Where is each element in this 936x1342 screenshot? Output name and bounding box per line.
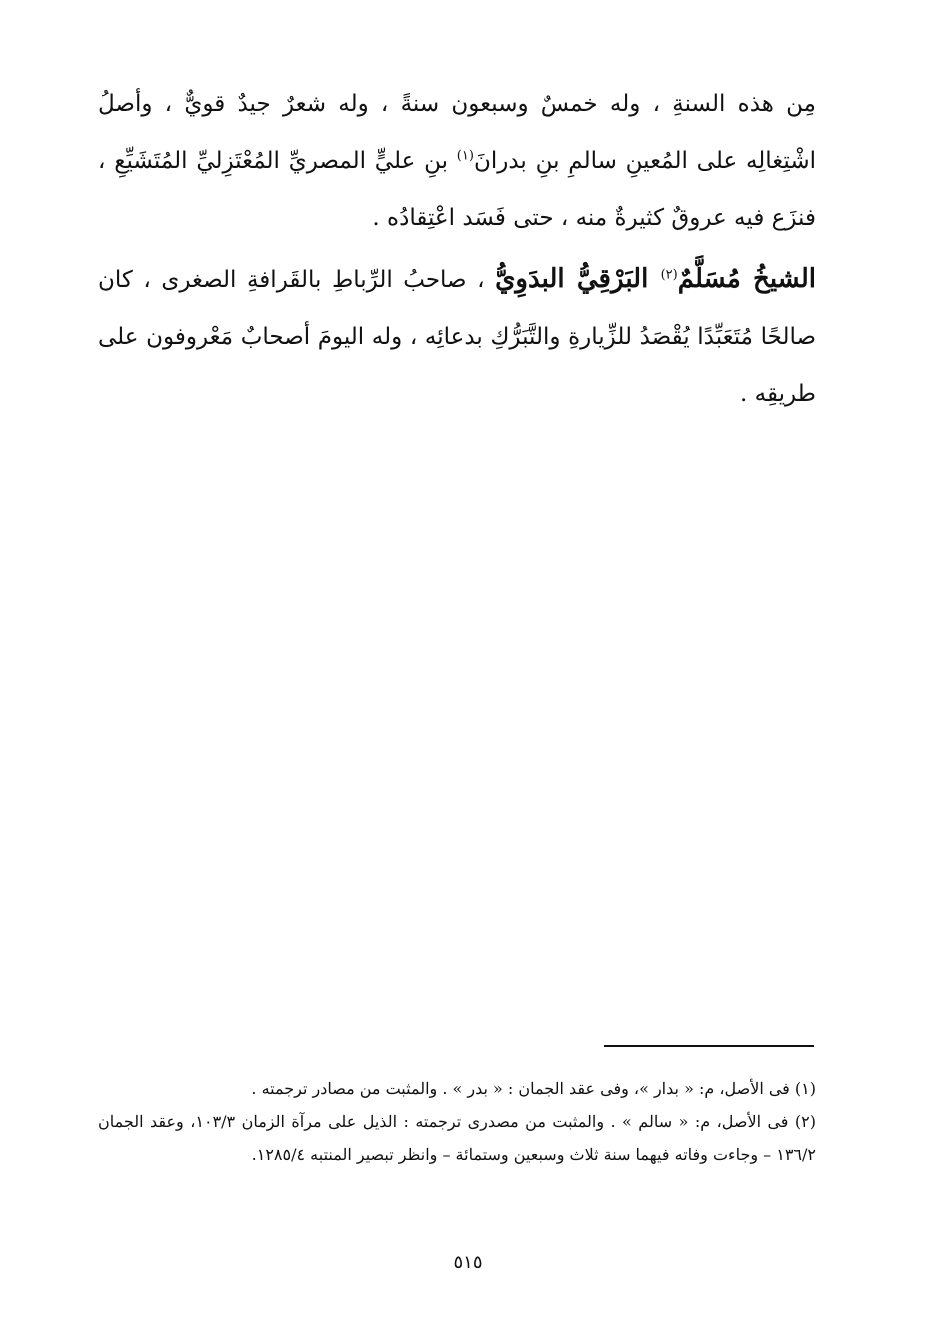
main-text (98, 76, 816, 423)
paragraph-first-text-a: مِن هذه السنةِ ، وله خمسٌ وسبعون سنةً ، وله شعرٌ جيدٌ قويٌّ ، وأصلُ اشْتِغالِه على المُعينِ سالمِ بنِ بدرانَ (98, 91, 816, 174)
footnotes-section (98, 1072, 816, 1171)
paragraph-first (98, 76, 816, 247)
footnote-ref-1[interactable]: (١) (456, 148, 474, 164)
paragraph-second (98, 251, 816, 423)
paragraph-first-text-b: بنِ عليٍّ المصريِّ المُعْتَزِليِّ المُتَشَيِّعِ ، فنزَع فيه عروقٌ كثيرةٌ منه ، حتى فَسَد اعْتِقادُه . (98, 148, 816, 231)
footnote-ref-2[interactable]: (٢) (660, 267, 678, 283)
entry-name-a: الشيخُ مُسَلَّمٌ (677, 264, 816, 294)
paragraph-second-text: ، صاحبُ الرِّباطِ بالقَرافةِ الصغرى ، كان صالحًا مُتَعَبِّدًا يُقْصَدُ للزِّيارةِ والتَّبَرُّكِ بدعائِه ، وله اليومَ أصحابٌ مَعْروفون على طريقِه . (98, 267, 816, 407)
entry-name-b: البَرْقِيُّ البدَوِيُّ (495, 264, 661, 294)
footnote-divider (604, 1045, 814, 1047)
footnote-1: (١) فى الأصل، م: « بدار »، وفى عقد الجمان : « بدر » . والمثبت من مصادر ترجمته . (251, 1079, 816, 1098)
page-number: ٥١٥ (453, 1252, 483, 1273)
footnote-2: (٢) فى الأصل، م: « سالم » . والمثبت من مصدرى ترجمته : الذيل على مرآة الزمان ١٠٣/٣، وعقد الجمان ١٣٦/٢ – وجاءت وفاته فيهما سنة ثلاث وسبعين وستمائة – وانظر تبصير المنتبه ١٢٨٥/٤. (98, 1112, 817, 1164)
